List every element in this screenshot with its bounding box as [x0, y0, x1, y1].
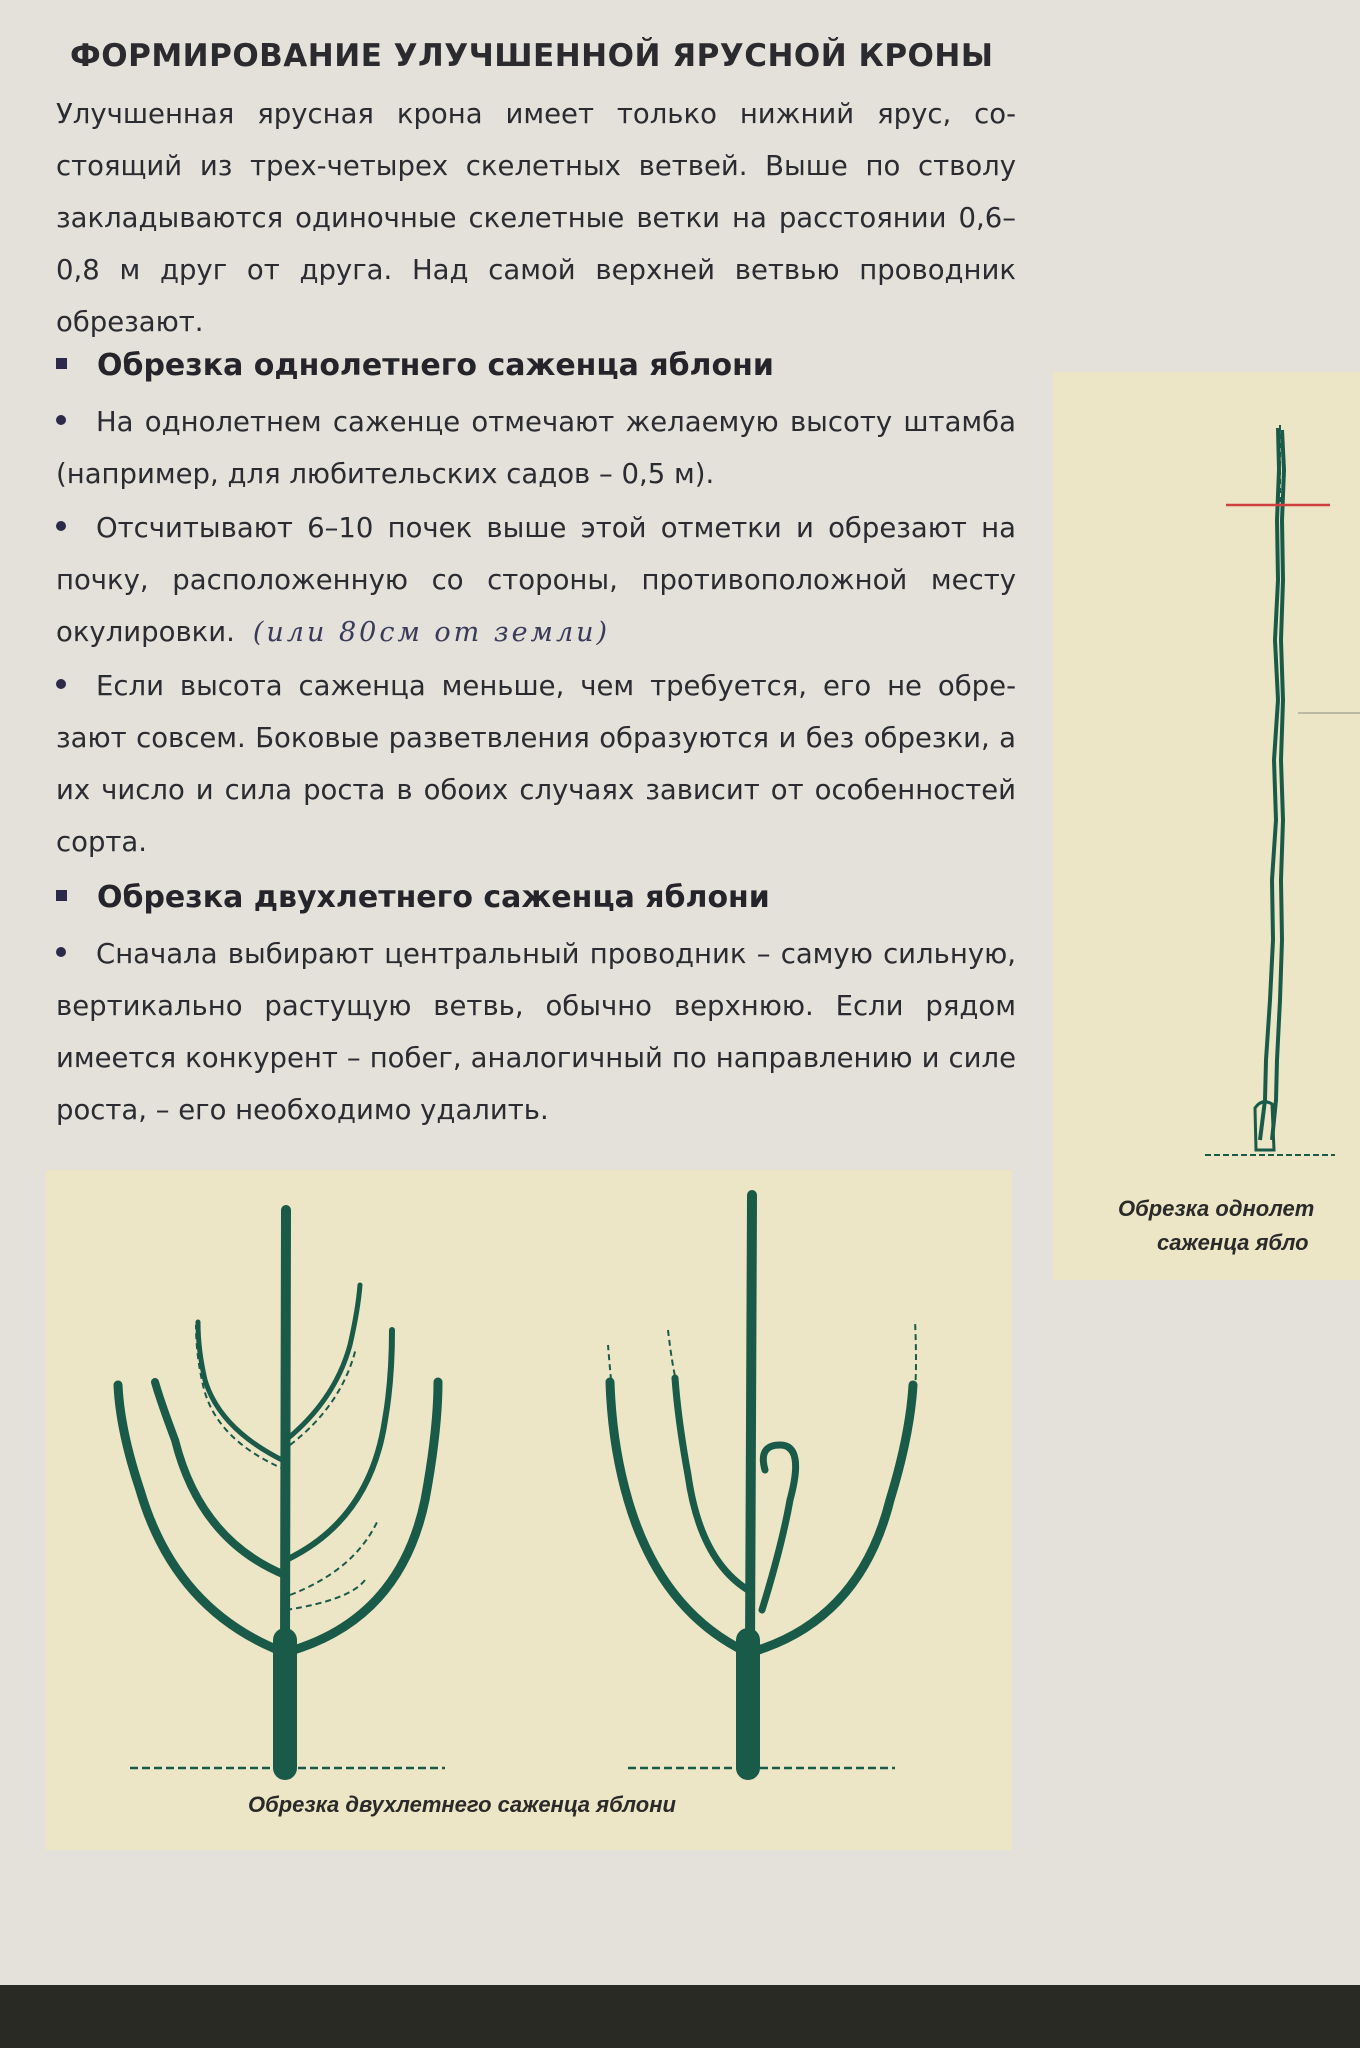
- lower-branch-left: [118, 1385, 283, 1652]
- bullet-text: Отсчитывают 6–10 почек выше этой отметки и обрезают на почку, расположенную со стороны, противоположной месту окулировки.: [56, 512, 1016, 648]
- bullet-text: Сначала выбирают центральный проводник – самую сильную, вертикально растущую ветвь, обычно верхнюю. Если рядом имеется конкурент – побег, аналогичный по направлению и силе роста, – его необходимо удалить.: [56, 938, 1016, 1126]
- side-figure-caption-line2: саженца ябло: [1157, 1230, 1309, 1255]
- bullet-text: На однолетнем саженце отмечают желаемую высоту штамба (например, для любительских садов – 0,5 м).: [56, 406, 1016, 490]
- competitor-shoot: [762, 1445, 796, 1610]
- two-year-tree-right: [610, 1195, 913, 1768]
- section-heading-one-year-text: Обрезка однолетнего саженца яблони: [97, 348, 774, 383]
- central-leader: [285, 1210, 286, 1650]
- handwritten-note: (или 80см от земли): [252, 617, 611, 648]
- bottom-figure-caption: Обрезка двухлетнего саженца яблони: [248, 1792, 676, 1817]
- right-tree-cut-marks: [608, 1215, 916, 1390]
- lower-branch-right: [287, 1382, 438, 1652]
- upper-branch-left: [198, 1322, 286, 1462]
- central-leader: [750, 1195, 752, 1650]
- page-title: ФОРМИРОВАНИЕ УЛУЧШЕННОЙ ЯРУСНОЙ КРОНЫ: [70, 38, 994, 74]
- side-figure-caption-line1: Обрезка однолет: [1118, 1196, 1315, 1221]
- bullet-text: Если высота саженца меньше, чем требуется, его не обрезают совсем. Боковые разветвления образуются и без обрезки, а их число и сила роста в обоих случаях зависит от особенностей сорта.: [56, 670, 1016, 858]
- middle-branch-left: [675, 1378, 748, 1590]
- two-year-tree-left: [118, 1210, 438, 1768]
- intro-paragraph: Улучшенная ярусная крона имеет только нижний ярус, состоящий из трех-четырех скелетных ветвей. Выше по стволу закладываются одиночные скелетные ветки на расстоянии 0,6–0,8 м друг от друга. Над самой верхней ветвью проводник обрезают.: [56, 98, 1016, 338]
- section-heading-two-year-text: Обрезка двухлетнего саженца яблони: [97, 880, 770, 915]
- upper-branch-right: [286, 1285, 360, 1440]
- lower-branch-right: [752, 1385, 913, 1652]
